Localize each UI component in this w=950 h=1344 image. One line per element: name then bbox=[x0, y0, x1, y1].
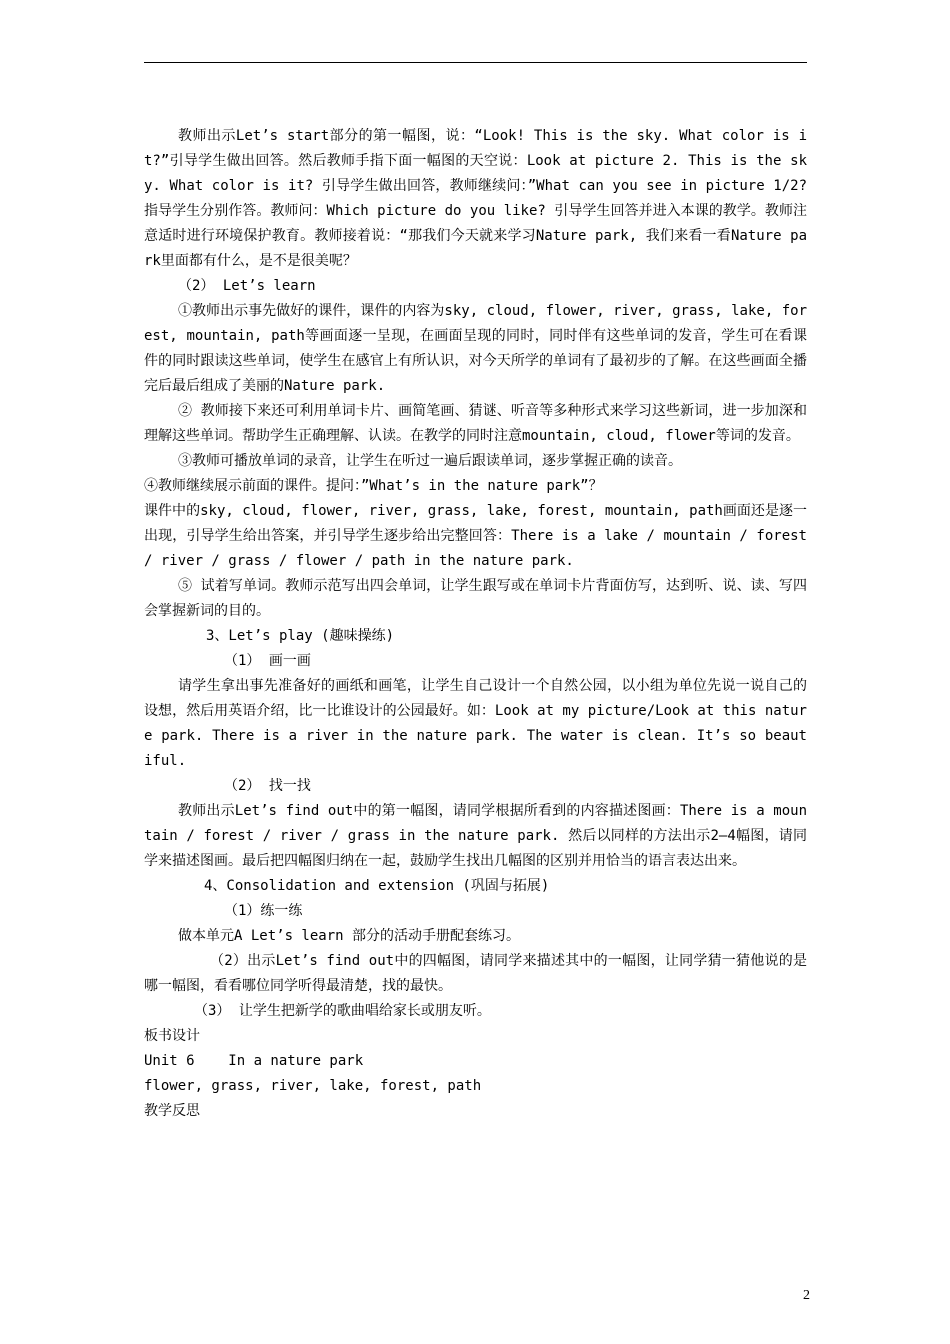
heading-board-design: 板书设计 bbox=[144, 1028, 200, 1044]
paragraph-draw: 请学生拿出事先准备好的画纸和画笔，让学生自己设计一个自然公园，以小组为单位先说一说自己的设想，然后用英语介绍，比一比谁设计的公园最好。如：Look at my picture/Look at this nature park. There is a river in the nature park. The water is clean. It’s so beautiful. bbox=[144, 678, 807, 769]
subheading-draw: （1） 画一画 bbox=[224, 653, 311, 669]
paragraph-step-5: ⑤ 试着写单词。教师示范写出四会单词，让学生跟写或在单词卡片背面仿写，达到听、说、读、写四会掌握新词的目的。 bbox=[144, 578, 807, 619]
paragraph-step-2: ② 教师接下来还可利用单词卡片、画简笔画、猜谜、听音等多种形式来学习这些新词，进一步加深和理解这些单词。帮助学生正确理解、认读。在教学的同时注意mountain, cloud, flower等词的发音。 bbox=[144, 403, 807, 444]
paragraph-guess: （2）出示Let’s find out中的四幅图，请同学来描述其中的一幅图，让同学猜一猜他说的是哪一幅图，看看哪位同学听得最清楚，找的最快。 bbox=[144, 953, 807, 994]
paragraph-step-3: ③教师可播放单词的录音，让学生在听过一遍后跟读单词，逐步掌握正确的读音。 bbox=[178, 453, 682, 469]
paragraph-step-4: ④教师继续展示前面的课件。提问：”What’s in the nature park”？ bbox=[144, 478, 603, 494]
paragraph-step-1: ①教师出示事先做好的课件，课件的内容为sky, cloud, flower, river, grass, lake, forest, mountain, path等画面逐一呈现，在画面呈现的同时，同时伴有这些单词的发音，学生可在看课件的同时跟读这些单词，使学生在感官上有所认识，对今天所学的单词有了最初步的了解。在这些画面全播完后最后组成了美丽的Nature park. bbox=[144, 303, 807, 394]
subheading-find: （2） 找一找 bbox=[224, 778, 311, 794]
heading-lets-play: 3、Let’s play (趣味操练) bbox=[206, 628, 395, 644]
heading-lets-learn: （2） Let’s learn bbox=[178, 278, 316, 294]
paragraph-step-4-detail: 课件中的sky, cloud, flower, river, grass, lake, forest, mountain, path画面还是逐一出现，引导学生给出答案，并引导学生逐步给出完整回答：There is a lake / mountain / forest / river / grass / flower / path in the nature park. bbox=[144, 503, 807, 569]
paragraph-find: 教师出示Let’s find out中的第一幅图，请同学根据所看到的内容描述图画：There is a mountain / forest / river / grass in the nature park. 然后以同样的方法出示2—4幅图，请同学来描述图画。最后把四幅图归纳在一起，鼓励学生找出几幅图的区别并用恰当的语言表达出来。 bbox=[144, 803, 807, 869]
board-word-list: flower, grass, river, lake, forest, path bbox=[144, 1078, 482, 1094]
header-rule bbox=[144, 62, 807, 63]
heading-reflection: 教学反思 bbox=[144, 1103, 200, 1119]
subheading-practice: （1）练一练 bbox=[224, 903, 303, 919]
paragraph-intro: 教师出示Let’s start部分的第一幅图，说：“Look! This is the sky. What color is it?”引导学生做出回答。然后教师手指下面一幅图的天空说：Look at picture 2. This is the sky. What color is it? 引导学生做出回答，教师继续问：”What can you see in picture 1/2? 指导学生分别作答。教师问：Which picture do you like? 引导学生回答并进入本课的教学。教师注意适时进行环境保护教育。教师接着说：“那我们今天就来学习Nature park, 我们来看一看Nature park里面都有什么，是不是很美呢？ bbox=[144, 128, 807, 269]
document-body bbox=[144, 124, 807, 1124]
paragraph-workbook: 做本单元A Let’s learn 部分的活动手册配套练习。 bbox=[178, 928, 521, 944]
heading-consolidation: 4、Consolidation and extension (巩固与拓展) bbox=[204, 878, 550, 894]
page-number: 2 bbox=[803, 1288, 810, 1303]
paragraph-song: （3） 让学生把新学的歌曲唱给家长或朋友听。 bbox=[194, 1003, 491, 1019]
board-unit-title: Unit 6 In a nature park bbox=[144, 1053, 364, 1069]
